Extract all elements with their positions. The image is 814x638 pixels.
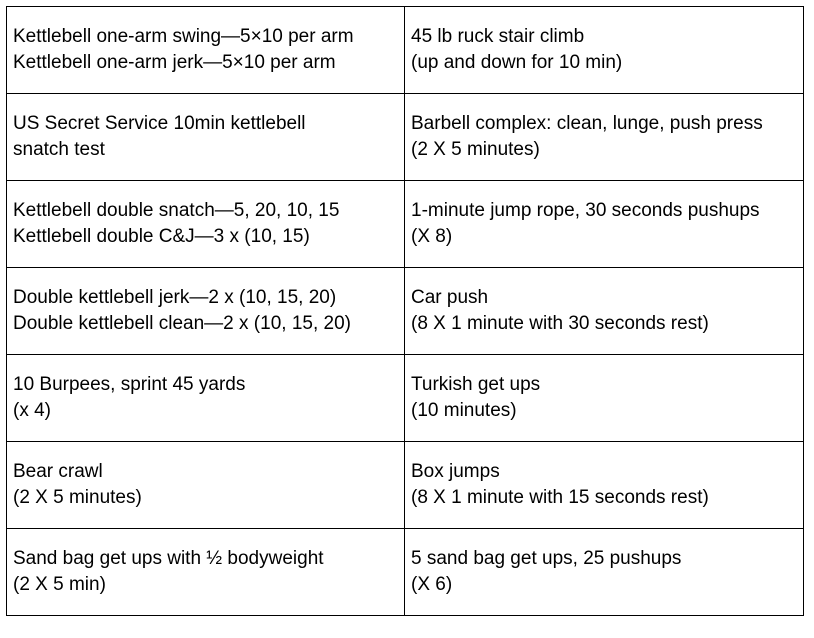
cell-text: 5 sand bag get ups, 25 pushups [411, 548, 682, 569]
cell-text: Barbell complex: clean, lunge, push press [411, 113, 763, 134]
cell-text: US Secret Service 10min kettlebell [13, 113, 306, 134]
table-cell [7, 94, 405, 181]
table-cell [7, 355, 405, 442]
workout-table [6, 6, 804, 616]
table-cell [7, 268, 405, 355]
cell-text: Double kettlebell jerk—2 x (10, 15, 20) [13, 287, 337, 308]
cell-text: (8 X 1 minute with 30 seconds rest) [411, 313, 709, 334]
table-cell [405, 94, 804, 181]
cell-text: (2 X 5 min) [13, 574, 106, 595]
table-cell [405, 7, 804, 94]
table-row [7, 442, 804, 529]
table-row [7, 181, 804, 268]
cell-text: (8 X 1 minute with 15 seconds rest) [411, 487, 709, 508]
table-cell [405, 442, 804, 529]
table-cell [7, 7, 405, 94]
cell-text: snatch test [13, 139, 105, 160]
cell-text: Bear crawl [13, 461, 103, 482]
table-cell [7, 529, 405, 616]
cell-text: 45 lb ruck stair climb [411, 26, 585, 47]
table-cell [405, 529, 804, 616]
cell-text: Car push [411, 287, 489, 308]
table-cell [405, 355, 804, 442]
workout-table-body [7, 7, 804, 616]
cell-text: (x 4) [13, 400, 51, 421]
cell-text: Box jumps [411, 461, 500, 482]
table-cell [405, 181, 804, 268]
table-cell [7, 442, 405, 529]
cell-text: Turkish get ups [411, 374, 541, 395]
cell-text: Kettlebell one-arm swing—5×10 per arm [13, 26, 354, 47]
cell-text: (10 minutes) [411, 400, 517, 421]
cell-text: (2 X 5 minutes) [13, 487, 142, 508]
table-cell [7, 181, 405, 268]
cell-text: Kettlebell double snatch—5, 20, 10, 15 [13, 200, 340, 221]
cell-text: (X 8) [411, 226, 453, 247]
table-row [7, 529, 804, 616]
cell-text: Kettlebell double C&J—3 x (10, 15) [13, 226, 310, 247]
cell-text: (up and down for 10 min) [411, 52, 623, 73]
cell-text: Sand bag get ups with ½ bodyweight [13, 548, 324, 569]
cell-text: 1-minute jump rope, 30 seconds pushups [411, 200, 760, 221]
table-cell [405, 268, 804, 355]
cell-text: 10 Burpees, sprint 45 yards [13, 374, 246, 395]
cell-text: Double kettlebell clean—2 x (10, 15, 20) [13, 313, 351, 334]
cell-text: (X 6) [411, 574, 453, 595]
table-row [7, 94, 804, 181]
cell-text: Kettlebell one-arm jerk—5×10 per arm [13, 52, 336, 73]
cell-text: (2 X 5 minutes) [411, 139, 540, 160]
table-row [7, 268, 804, 355]
table-row [7, 355, 804, 442]
table-row [7, 7, 804, 94]
